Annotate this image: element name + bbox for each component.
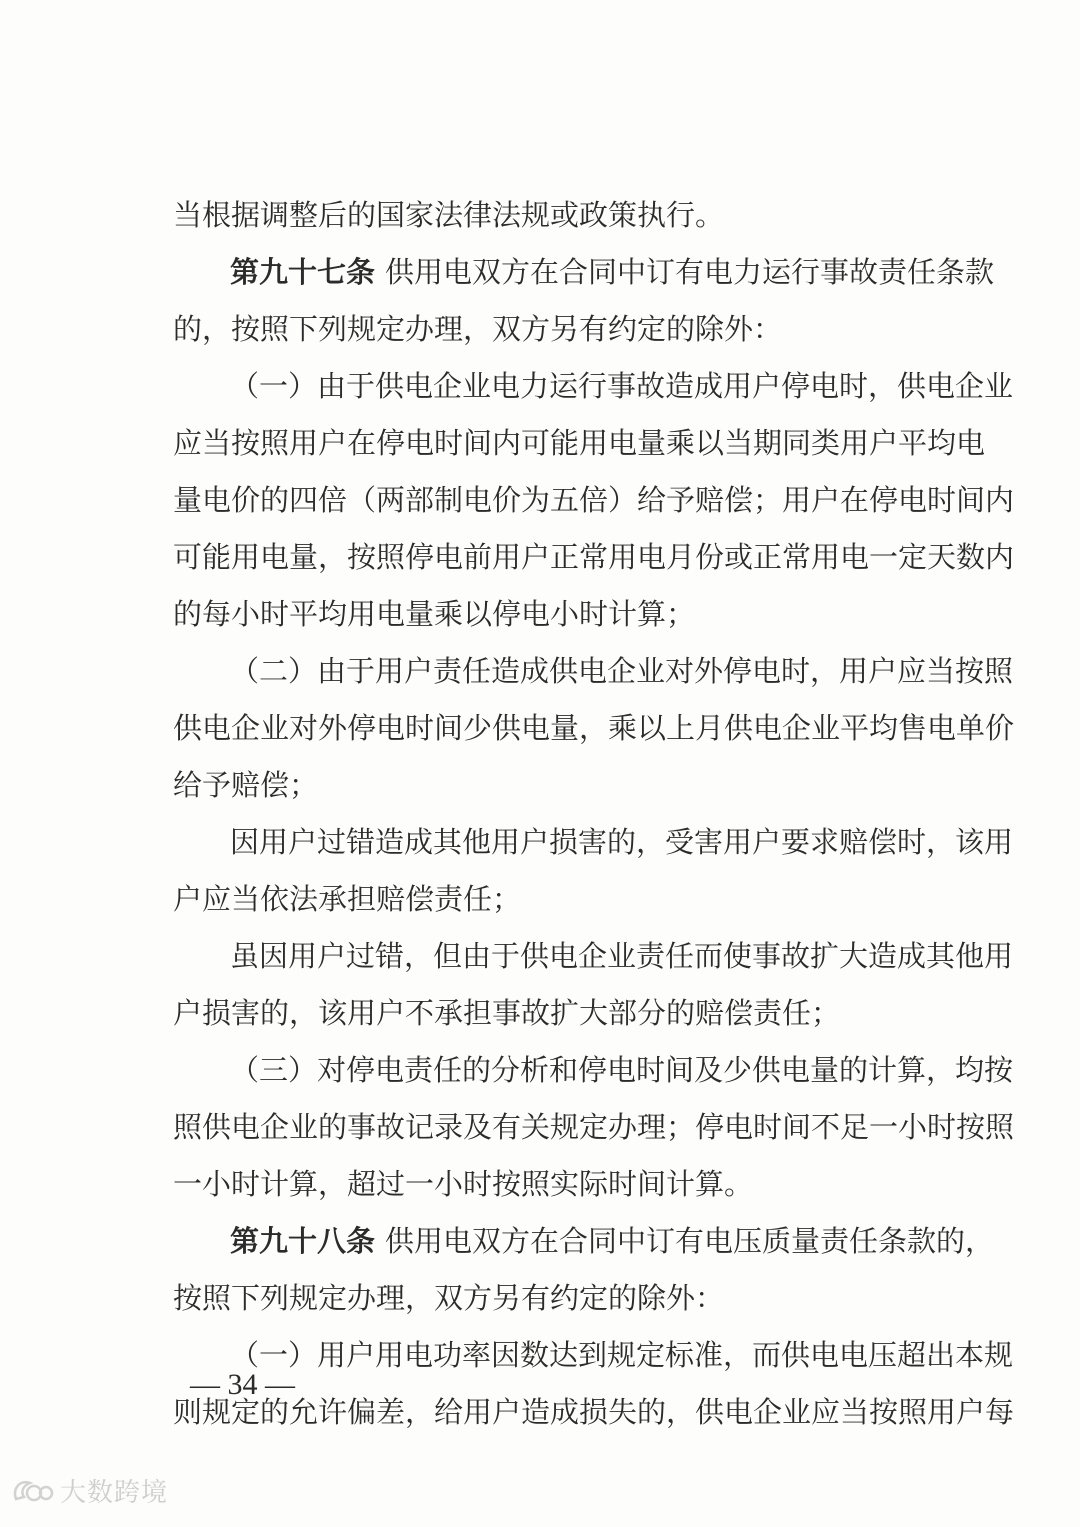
watermark-text: 大数跨境 bbox=[60, 1478, 169, 1508]
text-line: 户损害的，该用户不承担事故扩大部分的赔偿责任； bbox=[173, 996, 841, 1030]
text-line: 当根据调整后的国家法律法规或政策执行。 bbox=[173, 198, 725, 232]
text-line: 按照下列规定办理，双方另有约定的除外： bbox=[173, 1281, 725, 1315]
text-line: （一）用户用电功率因数达到规定标准，而供电电压超出本规 bbox=[230, 1338, 1014, 1372]
article-heading: 第九十八条 bbox=[230, 1224, 376, 1258]
watermark bbox=[10, 1472, 168, 1509]
text-line: （一）由于供电企业电力运行事故造成用户停电时，供电企业 bbox=[230, 369, 1014, 403]
article-98-line: 第九十八条 供用电双方在合同中订有电压质量责任条款的， bbox=[230, 1224, 995, 1258]
text-line: （二）由于用户责任造成供电企业对外停电时，用户应当按照 bbox=[230, 654, 1014, 688]
text-line: 一小时计算，超过一小时按照实际时间计算。 bbox=[173, 1167, 754, 1201]
text-line: 因用户过错造成其他用户损害的，受害用户要求赔偿时，该用 bbox=[230, 825, 1014, 859]
text-line: 户应当依法承担赔偿责任； bbox=[173, 882, 522, 916]
text-line: 可能用电量，按照停电前用户正常用电月份或正常用电一定天数内 bbox=[173, 540, 1015, 574]
text-line: （三）对停电责任的分析和停电时间及少供电量的计算，均按 bbox=[230, 1053, 1014, 1087]
page-number: — 34 — bbox=[190, 1368, 295, 1401]
text-line: 量电价的四倍（两部制电价为五倍）给予赔偿；用户在停电时间内 bbox=[173, 483, 1015, 517]
text-line: 则规定的允许偏差，给用户造成损失的，供电企业应当按照用户每 bbox=[173, 1395, 1015, 1429]
text-line: 应当按照用户在停电时间内可能用电量乘以当期同类用户平均电 bbox=[173, 426, 986, 460]
text-line: 供电企业对外停电时间少供电量，乘以上月供电企业平均售电单价 bbox=[173, 711, 1015, 745]
article-97-line: 第九十七条 供用电双方在合同中订有电力运行事故责任条款 bbox=[230, 255, 995, 289]
text-line: 虽因用户过错，但由于供电企业责任而使事故扩大造成其他用 bbox=[230, 939, 1014, 973]
text-line: 给予赔偿； bbox=[173, 768, 319, 802]
watermark-logo-icon bbox=[10, 1475, 54, 1507]
text-line: 的每小时平均用电量乘以停电小时计算； bbox=[173, 597, 696, 631]
text-line: 照供电企业的事故记录及有关规定办理；停电时间不足一小时按照 bbox=[173, 1110, 1015, 1144]
text-line: 的，按照下列规定办理，双方另有约定的除外： bbox=[173, 312, 783, 346]
article-heading: 第九十七条 bbox=[230, 255, 376, 289]
